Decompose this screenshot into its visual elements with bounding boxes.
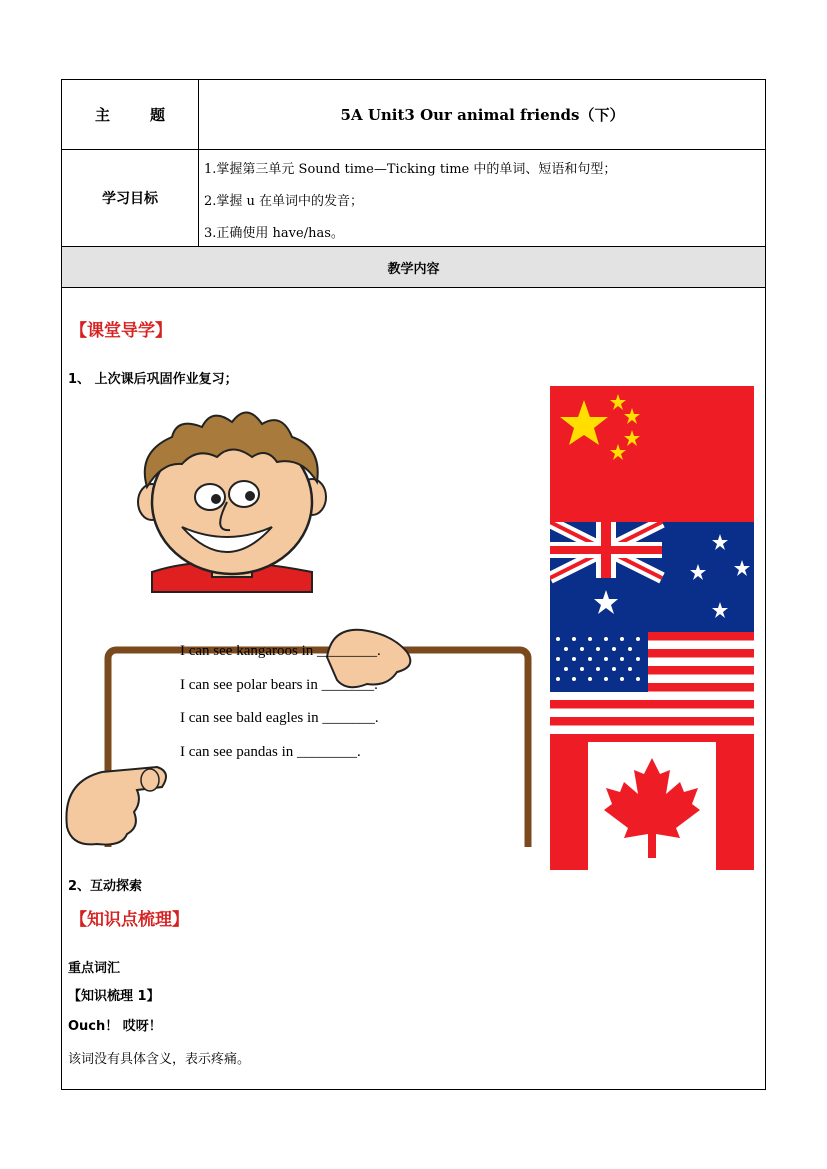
cartoon-boy-board-illustration (62, 402, 537, 847)
china-flag-image (550, 386, 754, 522)
content-header: 教学内容 (62, 247, 765, 287)
vocab-title: 重点词汇 (68, 961, 121, 976)
lesson-table (61, 79, 766, 1090)
row-divider (62, 287, 765, 288)
canada-flag-image (550, 742, 754, 870)
subject-label-char: 题 (150, 106, 166, 124)
usa-flag-image (550, 632, 754, 742)
section-heading-knowledge: 【知识点梳理】 (70, 910, 189, 930)
word-note: 该词没有具体含义，表示疼痛。 (68, 1052, 251, 1067)
step-review: 1、 上次课后巩固作业复习； (68, 372, 238, 387)
subject-label-char: 主 (94, 106, 110, 124)
goal-item: 1.掌握第三单元 Sound time—Ticking time 中的单词、短语和句型； (204, 162, 617, 177)
goal-item: 2.掌握 u 在单词中的发音； (204, 194, 364, 209)
board-sentence: I can see polar bears in _______. (180, 677, 378, 693)
board-sentence: I can see kangaroos in ________. (180, 643, 381, 659)
step-explore: 2、互动探索 (68, 879, 143, 894)
word-entry: Ouch！ 哎呀！ (68, 1019, 162, 1034)
subject-label (62, 80, 198, 149)
australia-flag-image (550, 522, 754, 632)
board-sentence: I can see pandas in ________. (180, 744, 361, 760)
section-heading-classroom: 【课堂导学】 (70, 321, 172, 341)
knowledge-point-title: 【知识梳理 1】 (68, 989, 160, 1004)
board-sentence: I can see bald eagles in _______. (180, 710, 379, 726)
subject-title: 5A Unit3 Our animal friends（下） (340, 106, 625, 124)
goal-item: 3.正确使用 have/has。 (204, 226, 344, 241)
goals-label: 学习目标 (102, 191, 158, 207)
